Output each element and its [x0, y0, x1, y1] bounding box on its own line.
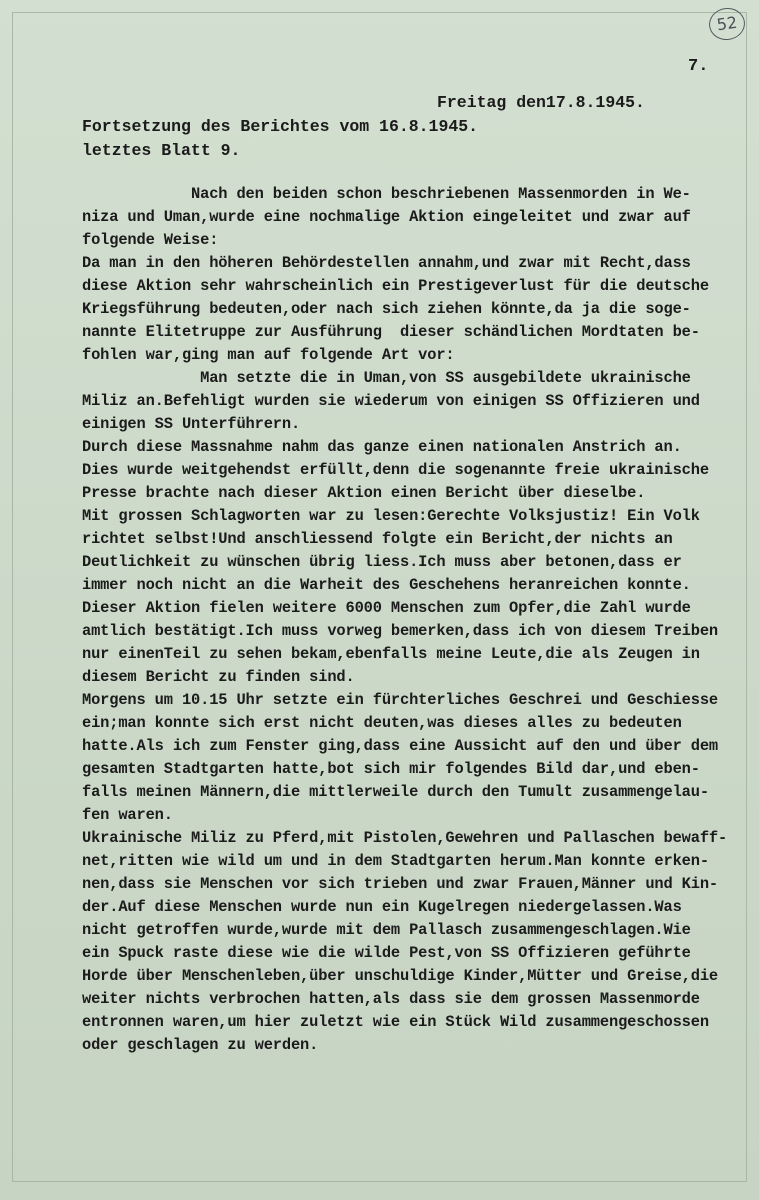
text-line: Morgens um 10.15 Uhr setzte ein fürchterliches Geschrei und Geschiesse — [82, 691, 719, 709]
text-line: Deutlichkeit zu wünschen übrig liess.Ich muss aber betonen,dass er — [82, 553, 682, 571]
text-line: Man setzte die in Uman,von SS ausgebildete ukrainische — [82, 369, 691, 387]
text-line: Durch diese Massnahme nahm das ganze einen nationalen Anstrich an. — [82, 438, 682, 456]
text-line: amtlich bestätigt.Ich muss vorweg bemerken,dass ich von diesem Treiben — [82, 622, 719, 640]
text-line: nicht getroffen wurde,wurde mit dem Pallasch zusammengeschlagen.Wie — [82, 921, 691, 939]
report-date: Freitag den17.8.1945. — [437, 93, 645, 112]
text-line: weiter nichts verbrochen hatten,als dass sie dem grossen Massenmorde — [82, 990, 700, 1008]
text-line: fohlen war,ging man auf folgende Art vor: — [82, 346, 455, 364]
text-line: net,ritten wie wild um und in dem Stadtgarten herum.Man konnte erken- — [82, 852, 709, 870]
text-line: hatte.Als ich zum Fenster ging,dass eine Aussicht auf den und über dem — [82, 737, 719, 755]
text-line: Dieser Aktion fielen weitere 6000 Menschen zum Opfer,die Zahl wurde — [82, 599, 691, 617]
text-line: Miliz an.Befehligt wurden sie wiederum von einigen SS Offizieren und — [82, 392, 700, 410]
text-line: Nach den beiden schon beschriebenen Massenmorden in We- — [82, 185, 691, 203]
text-line: diesem Bericht zu finden sind. — [82, 668, 355, 686]
text-line: entronnen waren,um hier zuletzt wie ein Stück Wild zusammengeschossen — [82, 1013, 709, 1031]
text-line: oder geschlagen zu werden. — [82, 1036, 319, 1054]
text-line: richtet selbst!Und anschliessend folgte ein Bericht,der nichts an — [82, 530, 673, 548]
text-line: nannte Elitetruppe zur Ausführung dieser schändlichen Mordtaten be- — [82, 323, 700, 341]
report-body — [82, 183, 742, 1057]
text-line: ein Spuck raste diese wie die wilde Pest,von SS Offizieren geführte — [82, 944, 691, 962]
text-line: falls meinen Männern,die mittlerweile durch den Tumult zusammengelau- — [82, 783, 709, 801]
text-line: Presse brachte nach dieser Aktion einen Bericht über dieselbe. — [82, 484, 646, 502]
text-line: diese Aktion sehr wahrscheinlich ein Prestigeverlust für die deutsche — [82, 277, 709, 295]
archive-stamp-number: 52 — [715, 12, 739, 35]
text-line: fen waren. — [82, 806, 173, 824]
text-line: der.Auf diese Menschen wurde nun ein Kugelregen niedergelassen.Was — [82, 898, 682, 916]
text-line: nur einenTeil zu sehen bekam,ebenfalls meine Leute,die als Zeugen in — [82, 645, 700, 663]
text-line: Horde über Menschenleben,über unschuldige Kinder,Mütter und Greise,die — [82, 967, 719, 985]
text-line: folgende Weise: — [82, 231, 219, 249]
text-line: niza und Uman,wurde eine nochmalige Aktion eingeleitet und zwar auf — [82, 208, 691, 226]
sheet-note: letztes Blatt 9. — [82, 141, 241, 160]
text-line: Mit grossen Schlagworten war zu lesen:Gerechte Volksjustiz! Ein Volk — [82, 507, 700, 525]
text-line: gesamten Stadtgarten hatte,bot sich mir folgendes Bild dar,und eben- — [82, 760, 700, 778]
text-line: immer noch nicht an die Warheit des Geschehens heranreichen konnte. — [82, 576, 691, 594]
text-line: Da man in den höheren Behördestellen annahm,und zwar mit Recht,dass — [82, 254, 691, 272]
text-line: ein;man konnte sich erst nicht deuten,was dieses alles zu bedeuten — [82, 714, 682, 732]
text-line: einigen SS Unterführern. — [82, 415, 301, 433]
page-number: 7. — [688, 57, 709, 76]
text-line: Dies wurde weitgehendst erfüllt,denn die sogenannte freie ukrainische — [82, 461, 709, 479]
text-line: Ukrainische Miliz zu Pferd,mit Pistolen,Gewehren und Pallaschen bewaff- — [82, 829, 728, 847]
text-line: nen,dass sie Menschen vor sich trieben und zwar Frauen,Männer und Kin- — [82, 875, 719, 893]
continuation-header: Fortsetzung des Berichtes vom 16.8.1945. — [82, 117, 479, 136]
text-line: Kriegsführung bedeuten,oder nach sich ziehen könnte,da ja die soge- — [82, 300, 691, 318]
